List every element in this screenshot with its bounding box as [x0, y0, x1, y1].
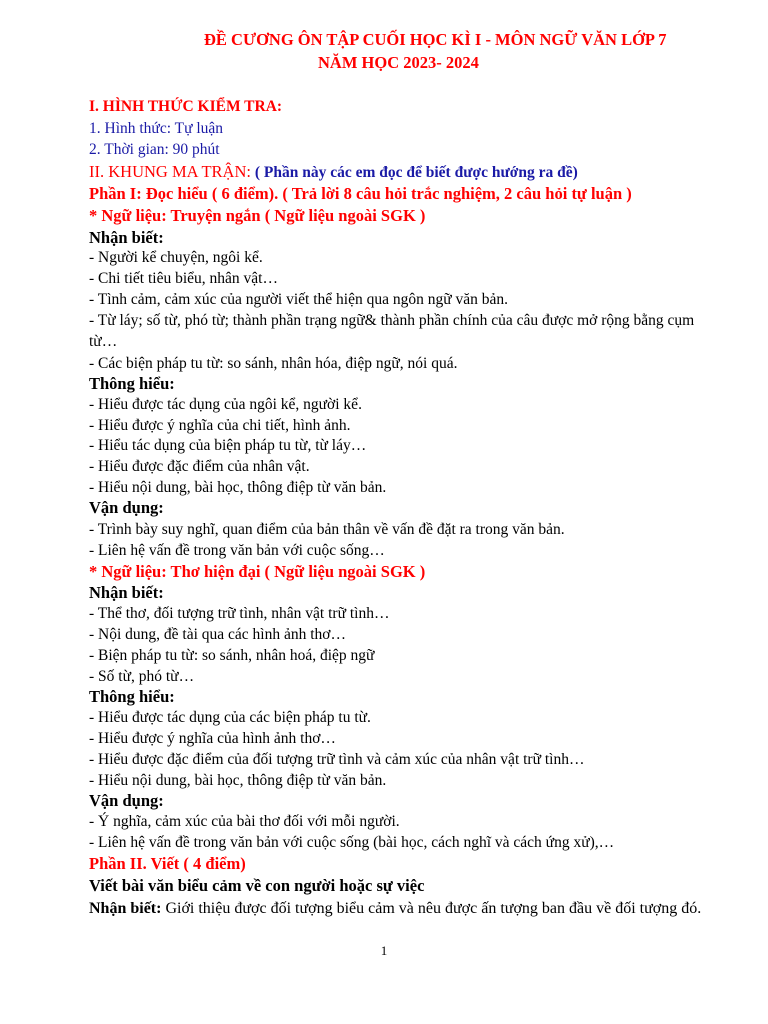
source2-heading: * Ngữ liệu: Thơ hiện đại ( Ngữ liệu ngoài SGK ) — [89, 562, 426, 581]
part1-heading: Phần I: Đọc hiểu ( 6 điểm). ( Trả lời 8 câu hỏi trắc nghiệm, 2 câu hỏi tự luận ) — [89, 184, 632, 203]
list-item: - Hiểu tác dụng của biện pháp tu từ, từ láy… — [89, 437, 367, 454]
section2-heading: II. KHUNG MA TRẬN: — [89, 162, 251, 181]
list-item: - Các biện pháp tu từ: so sánh, nhân hóa, điệp ngữ, nói quá. — [89, 355, 458, 372]
part2-nhan-biet-text: Giới thiệu được đối tượng biểu cảm và nêu được ấn tượng ban đầu về đối tượng đó. — [161, 900, 702, 917]
list-item: - Hiểu được tác dụng của các biện pháp tu từ. — [89, 709, 371, 726]
list-item: - Từ láy; số từ, phó từ; thành phần trạng ngữ& thành phần chính của câu được mở rộng bằng cụm từ… — [89, 312, 695, 350]
part2-nhan-biet — [89, 898, 713, 919]
list-item: - Tình cảm, cảm xúc của người viết thể hiện qua ngôn ngữ văn bản. — [89, 291, 508, 308]
list-item: - Chi tiết tiêu biểu, nhân vật… — [89, 270, 278, 287]
section2-heading-line — [89, 163, 578, 182]
list-item: - Số từ, phó từ… — [89, 668, 195, 685]
source2-nhan-biet-label: Nhận biết: — [89, 583, 164, 602]
list-item: - Nội dung, đề tài qua các hình ảnh thơ… — [89, 626, 346, 643]
list-item: - Trình bày suy nghĩ, quan điểm của bản thân về vấn đề đặt ra trong văn bản. — [89, 521, 565, 538]
source2-van-dung-label: Vận dụng: — [89, 791, 164, 810]
list-item: - Hiểu được tác dụng của ngôi kể, người kể. — [89, 396, 362, 413]
document-title: ĐỀ CƯƠNG ÔN TẬP CUỐI HỌC KÌ I - MÔN NGỮ VĂN LỚP 7 — [204, 30, 667, 49]
section1-heading: I. HÌNH THỨC KIỂM TRA: — [89, 98, 283, 115]
source1-heading: * Ngữ liệu: Truyện ngắn ( Ngữ liệu ngoài SGK ) — [89, 206, 426, 225]
list-item: - Hiểu được đặc điểm của nhân vật. — [89, 458, 310, 475]
part2-nhan-biet-label: Nhận biết: — [89, 900, 162, 917]
source1-nhan-biet-label: Nhận biết: — [89, 228, 164, 247]
list-item: - Biện pháp tu từ: so sánh, nhân hoá, điệp ngữ — [89, 647, 375, 664]
section1-item-format: 1. Hình thức: Tự luận — [89, 120, 224, 137]
source2-thong-hieu-label: Thông hiểu: — [89, 687, 175, 706]
source1-thong-hieu-label: Thông hiểu: — [89, 374, 175, 393]
list-item: - Liên hệ vấn đề trong văn bản với cuộc sống… — [89, 542, 385, 559]
list-item: - Hiểu nội dung, bài học, thông điệp từ văn bản. — [89, 479, 387, 496]
section2-note: ( Phần này các em đọc để biết được hướng ra đề) — [250, 164, 578, 181]
school-year: NĂM HỌC 2023- 2024 — [318, 53, 479, 72]
list-item: - Ý nghĩa, cảm xúc của bài thơ đối với mỗi người. — [89, 813, 400, 830]
list-item: - Hiểu được ý nghĩa của chi tiết, hình ảnh. — [89, 417, 351, 434]
part2-subheading: Viết bài văn biểu cảm về con người hoặc sự việc — [89, 876, 425, 895]
list-item: - Liên hệ vấn đề trong văn bản với cuộc sống (bài học, cách nghĩ và cách ứng xử),… — [89, 834, 615, 851]
list-item: - Hiểu được đặc điểm của đối tượng trữ tình và cảm xúc của nhân vật trữ tình… — [89, 751, 585, 768]
section1-item-duration: 2. Thời gian: 90 phút — [89, 141, 220, 158]
list-item: - Hiểu nội dung, bài học, thông điệp từ văn bản. — [89, 772, 387, 789]
source1-van-dung-label: Vận dụng: — [89, 498, 164, 517]
list-item: - Người kể chuyện, ngôi kể. — [89, 249, 263, 266]
page-number: 1 — [380, 943, 388, 958]
part2-heading: Phần II. Viết ( 4 điểm) — [89, 854, 246, 873]
list-item: - Thể thơ, đối tượng trữ tình, nhân vật trữ tình… — [89, 605, 390, 622]
list-item: - Hiểu được ý nghĩa của hình ảnh thơ… — [89, 730, 336, 747]
